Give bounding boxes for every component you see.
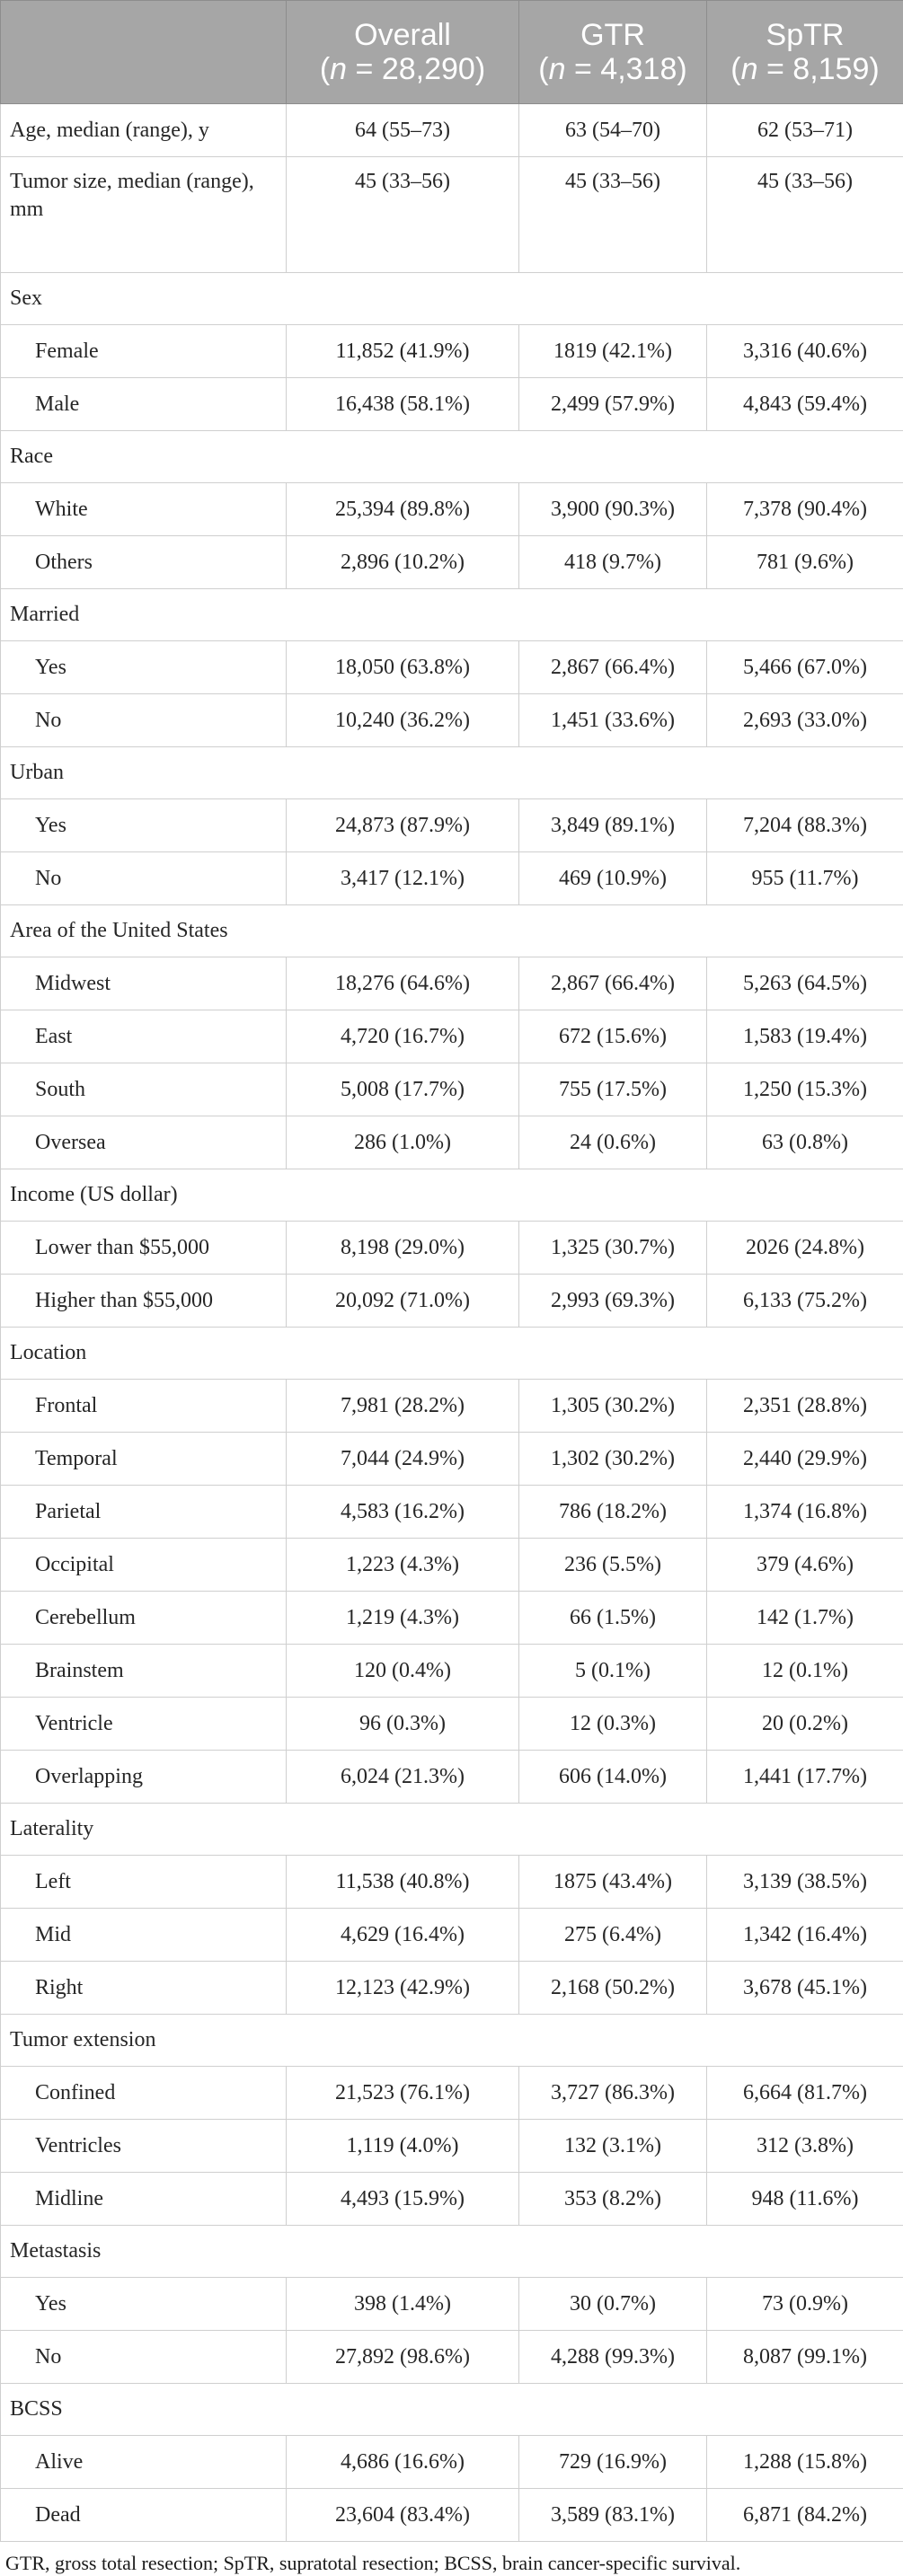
gtr-cell: 2,867 (66.4%) — [519, 641, 707, 694]
overall-cell: 4,720 (16.7%) — [287, 1010, 519, 1063]
gtr-cell: 3,727 (86.3%) — [519, 2067, 707, 2120]
category-row — [1, 1328, 903, 1380]
subcategory-row — [1, 957, 903, 1010]
gtr-cell: 236 (5.5%) — [519, 1539, 707, 1592]
gtr-cell: 3,589 (83.1%) — [519, 2489, 707, 2542]
category-row — [1, 905, 903, 957]
category-row — [1, 2384, 903, 2436]
header-sample-size: (n = 28,290) — [319, 52, 486, 86]
subcategory-row — [1, 1962, 903, 2015]
subcategory-row — [1, 799, 903, 852]
subcategory-row — [1, 1380, 903, 1433]
sptr-cell: 3,316 (40.6%) — [707, 325, 903, 378]
gtr-cell: 30 (0.7%) — [519, 2278, 707, 2331]
category-row — [1, 2226, 903, 2278]
sptr-cell: 379 (4.6%) — [707, 1539, 903, 1592]
subcategory-row — [1, 1645, 903, 1698]
sptr-cell: 6,664 (81.7%) — [707, 2067, 903, 2120]
category-row — [1, 2015, 903, 2067]
row-label: Oversea — [1, 1116, 287, 1169]
category-label: Sex — [1, 273, 903, 325]
header-sample-size: (n = 8,159) — [730, 52, 880, 86]
sptr-cell: 6,133 (75.2%) — [707, 1275, 903, 1328]
subcategory-row — [1, 852, 903, 905]
subcategory-row — [1, 536, 903, 589]
gtr-cell: 2,499 (57.9%) — [519, 378, 707, 431]
row-label: Alive — [1, 2436, 287, 2489]
gtr-cell: 1875 (43.4%) — [519, 1856, 707, 1909]
header-cell-sptr — [707, 1, 903, 104]
row-label: Ventricle — [1, 1698, 287, 1751]
category-label: Urban — [1, 747, 903, 799]
row-label: Midwest — [1, 957, 287, 1010]
subcategory-row — [1, 694, 903, 747]
overall-cell: 6,024 (21.3%) — [287, 1751, 519, 1804]
overall-cell: 1,119 (4.0%) — [287, 2120, 519, 2173]
sptr-cell: 7,378 (90.4%) — [707, 483, 903, 536]
gtr-cell: 606 (14.0%) — [519, 1751, 707, 1804]
sptr-cell: 1,288 (15.8%) — [707, 2436, 903, 2489]
sptr-cell: 1,441 (17.7%) — [707, 1751, 903, 1804]
overall-cell: 4,686 (16.6%) — [287, 2436, 519, 2489]
n-value: 8,159 — [792, 52, 870, 86]
sptr-cell: 5,263 (64.5%) — [707, 957, 903, 1010]
subcategory-row — [1, 483, 903, 536]
table-row — [1, 104, 903, 157]
row-label: Yes — [1, 2278, 287, 2331]
overall-cell: 3,417 (12.1%) — [287, 852, 519, 905]
gtr-cell: 1,325 (30.7%) — [519, 1222, 707, 1275]
sptr-cell: 45 (33–56) — [707, 157, 903, 273]
subcategory-row — [1, 2331, 903, 2384]
row-label: Temporal — [1, 1433, 287, 1486]
subcategory-row — [1, 1116, 903, 1169]
category-label: Tumor extension — [1, 2015, 903, 2067]
overall-cell: 45 (33–56) — [287, 157, 519, 273]
gtr-cell: 3,849 (89.1%) — [519, 799, 707, 852]
subcategory-row — [1, 1751, 903, 1804]
gtr-cell: 1,305 (30.2%) — [519, 1380, 707, 1433]
sptr-cell: 2026 (24.8%) — [707, 1222, 903, 1275]
sptr-cell: 8,087 (99.1%) — [707, 2331, 903, 2384]
row-label: Yes — [1, 799, 287, 852]
overall-cell: 11,852 (41.9%) — [287, 325, 519, 378]
sptr-cell: 1,374 (16.8%) — [707, 1486, 903, 1539]
row-label: Tumor size, median (range), mm — [1, 157, 287, 273]
gtr-cell: 5 (0.1%) — [519, 1645, 707, 1698]
overall-cell: 4,583 (16.2%) — [287, 1486, 519, 1539]
subcategory-row — [1, 1010, 903, 1063]
gtr-cell: 1,302 (30.2%) — [519, 1433, 707, 1486]
gtr-cell: 1819 (42.1%) — [519, 325, 707, 378]
row-label: No — [1, 852, 287, 905]
category-label: Area of the United States — [1, 905, 903, 957]
row-label: Midline — [1, 2173, 287, 2226]
sptr-cell: 948 (11.6%) — [707, 2173, 903, 2226]
header-cell-gtr — [519, 1, 707, 104]
row-label: Others — [1, 536, 287, 589]
subcategory-row — [1, 1275, 903, 1328]
row-label: Age, median (range), y — [1, 104, 287, 157]
header-group-name: GTR — [580, 18, 645, 52]
table-footnote: GTR, gross total resection; SpTR, supratotal resection; BCSS, brain cancer-specific survival. — [5, 2552, 741, 2574]
overall-cell: 8,198 (29.0%) — [287, 1222, 519, 1275]
sptr-cell: 3,139 (38.5%) — [707, 1856, 903, 1909]
sptr-cell: 1,583 (19.4%) — [707, 1010, 903, 1063]
sptr-cell: 3,678 (45.1%) — [707, 1962, 903, 2015]
sptr-cell: 12 (0.1%) — [707, 1645, 903, 1698]
gtr-cell: 24 (0.6%) — [519, 1116, 707, 1169]
overall-cell: 25,394 (89.8%) — [287, 483, 519, 536]
n-symbol: n — [330, 52, 348, 86]
sptr-cell: 4,843 (59.4%) — [707, 378, 903, 431]
subcategory-row — [1, 1592, 903, 1645]
overall-cell: 7,044 (24.9%) — [287, 1433, 519, 1486]
header-cell-label — [1, 1, 287, 104]
gtr-cell: 3,900 (90.3%) — [519, 483, 707, 536]
overall-cell: 27,892 (98.6%) — [287, 2331, 519, 2384]
sptr-cell: 1,250 (15.3%) — [707, 1063, 903, 1116]
row-label: Female — [1, 325, 287, 378]
row-label: Parietal — [1, 1486, 287, 1539]
subcategory-row — [1, 2278, 903, 2331]
category-label: Metastasis — [1, 2226, 903, 2278]
gtr-cell: 755 (17.5%) — [519, 1063, 707, 1116]
gtr-cell: 2,867 (66.4%) — [519, 957, 707, 1010]
gtr-cell: 353 (8.2%) — [519, 2173, 707, 2226]
subcategory-row — [1, 2120, 903, 2173]
category-label: Location — [1, 1328, 903, 1380]
sptr-cell: 955 (11.7%) — [707, 852, 903, 905]
overall-cell: 398 (1.4%) — [287, 2278, 519, 2331]
subcategory-row — [1, 2173, 903, 2226]
n-symbol: n — [548, 52, 566, 86]
subcategory-row — [1, 2489, 903, 2542]
table-row — [1, 157, 903, 273]
row-label: Cerebellum — [1, 1592, 287, 1645]
subcategory-row — [1, 378, 903, 431]
overall-cell: 286 (1.0%) — [287, 1116, 519, 1169]
header-group-name: Overall — [354, 18, 451, 52]
sptr-cell: 63 (0.8%) — [707, 1116, 903, 1169]
category-row — [1, 1804, 903, 1856]
row-label: Yes — [1, 641, 287, 694]
gtr-cell: 418 (9.7%) — [519, 536, 707, 589]
n-symbol: n — [740, 52, 758, 86]
row-label: Lower than $55,000 — [1, 1222, 287, 1275]
sptr-cell: 2,440 (29.9%) — [707, 1433, 903, 1486]
gtr-cell: 63 (54–70) — [519, 104, 707, 157]
subcategory-row — [1, 641, 903, 694]
gtr-cell: 2,168 (50.2%) — [519, 1962, 707, 2015]
table-header — [1, 1, 903, 104]
category-row — [1, 747, 903, 799]
overall-cell: 20,092 (71.0%) — [287, 1275, 519, 1328]
subcategory-row — [1, 1539, 903, 1592]
row-label: Confined — [1, 2067, 287, 2120]
overall-cell: 16,438 (58.1%) — [287, 378, 519, 431]
row-label: White — [1, 483, 287, 536]
category-label: Laterality — [1, 1804, 903, 1856]
sptr-cell: 5,466 (67.0%) — [707, 641, 903, 694]
row-label: No — [1, 694, 287, 747]
row-label: Mid — [1, 1909, 287, 1962]
gtr-cell: 786 (18.2%) — [519, 1486, 707, 1539]
row-label: Frontal — [1, 1380, 287, 1433]
overall-cell: 1,223 (4.3%) — [287, 1539, 519, 1592]
overall-cell: 10,240 (36.2%) — [287, 694, 519, 747]
overall-cell: 5,008 (17.7%) — [287, 1063, 519, 1116]
subcategory-row — [1, 1698, 903, 1751]
gtr-cell: 469 (10.9%) — [519, 852, 707, 905]
subcategory-row — [1, 1063, 903, 1116]
overall-cell: 4,629 (16.4%) — [287, 1909, 519, 1962]
gtr-cell: 672 (15.6%) — [519, 1010, 707, 1063]
row-label: Dead — [1, 2489, 287, 2542]
n-value: 28,290 — [381, 52, 475, 86]
sptr-cell: 73 (0.9%) — [707, 2278, 903, 2331]
sptr-cell: 62 (53–71) — [707, 104, 903, 157]
row-label: South — [1, 1063, 287, 1116]
overall-cell: 18,276 (64.6%) — [287, 957, 519, 1010]
row-label: Brainstem — [1, 1645, 287, 1698]
overall-cell: 23,604 (83.4%) — [287, 2489, 519, 2542]
row-label: Male — [1, 378, 287, 431]
gtr-cell: 12 (0.3%) — [519, 1698, 707, 1751]
subcategory-row — [1, 1486, 903, 1539]
header-sample-size: (n = 4,318) — [538, 52, 687, 86]
gtr-cell: 1,451 (33.6%) — [519, 694, 707, 747]
sptr-cell: 1,342 (16.4%) — [707, 1909, 903, 1962]
overall-cell: 4,493 (15.9%) — [287, 2173, 519, 2226]
category-row — [1, 431, 903, 483]
row-label: Left — [1, 1856, 287, 1909]
row-label: No — [1, 2331, 287, 2384]
overall-cell: 11,538 (40.8%) — [287, 1856, 519, 1909]
gtr-cell: 729 (16.9%) — [519, 2436, 707, 2489]
gtr-cell: 45 (33–56) — [519, 157, 707, 273]
overall-cell: 64 (55–73) — [287, 104, 519, 157]
category-label: BCSS — [1, 2384, 903, 2436]
overall-cell: 1,219 (4.3%) — [287, 1592, 519, 1645]
row-label: Occipital — [1, 1539, 287, 1592]
category-label: Race — [1, 431, 903, 483]
header-cell-overall — [287, 1, 519, 104]
subcategory-row — [1, 1856, 903, 1909]
sptr-cell: 7,204 (88.3%) — [707, 799, 903, 852]
subcategory-row — [1, 1222, 903, 1275]
overall-cell: 21,523 (76.1%) — [287, 2067, 519, 2120]
n-value: 4,318 — [600, 52, 677, 86]
sptr-cell: 20 (0.2%) — [707, 1698, 903, 1751]
sptr-cell: 142 (1.7%) — [707, 1592, 903, 1645]
sptr-cell: 6,871 (84.2%) — [707, 2489, 903, 2542]
overall-cell: 12,123 (42.9%) — [287, 1962, 519, 2015]
overall-cell: 120 (0.4%) — [287, 1645, 519, 1698]
overall-cell: 96 (0.3%) — [287, 1698, 519, 1751]
category-row — [1, 1169, 903, 1222]
category-label: Income (US dollar) — [1, 1169, 903, 1222]
row-label: Overlapping — [1, 1751, 287, 1804]
gtr-cell: 132 (3.1%) — [519, 2120, 707, 2173]
row-label: Higher than $55,000 — [1, 1275, 287, 1328]
overall-cell: 18,050 (63.8%) — [287, 641, 519, 694]
row-label: Ventricles — [1, 2120, 287, 2173]
gtr-cell: 66 (1.5%) — [519, 1592, 707, 1645]
subcategory-row — [1, 1909, 903, 1962]
subcategory-row — [1, 1433, 903, 1486]
gtr-cell: 275 (6.4%) — [519, 1909, 707, 1962]
category-row — [1, 589, 903, 641]
gtr-cell: 2,993 (69.3%) — [519, 1275, 707, 1328]
overall-cell: 7,981 (28.2%) — [287, 1380, 519, 1433]
sptr-cell: 2,693 (33.0%) — [707, 694, 903, 747]
gtr-cell: 4,288 (99.3%) — [519, 2331, 707, 2384]
sptr-cell: 781 (9.6%) — [707, 536, 903, 589]
header-group-name: SpTR — [766, 18, 845, 52]
category-label: Married — [1, 589, 903, 641]
header-row — [1, 1, 903, 104]
category-row — [1, 273, 903, 325]
overall-cell: 24,873 (87.9%) — [287, 799, 519, 852]
subcategory-row — [1, 2436, 903, 2489]
row-label: East — [1, 1010, 287, 1063]
sptr-cell: 2,351 (28.8%) — [707, 1380, 903, 1433]
table-body — [1, 104, 903, 2542]
subcategory-row — [1, 325, 903, 378]
row-label: Right — [1, 1962, 287, 2015]
sptr-cell: 312 (3.8%) — [707, 2120, 903, 2173]
subcategory-row — [1, 2067, 903, 2120]
overall-cell: 2,896 (10.2%) — [287, 536, 519, 589]
